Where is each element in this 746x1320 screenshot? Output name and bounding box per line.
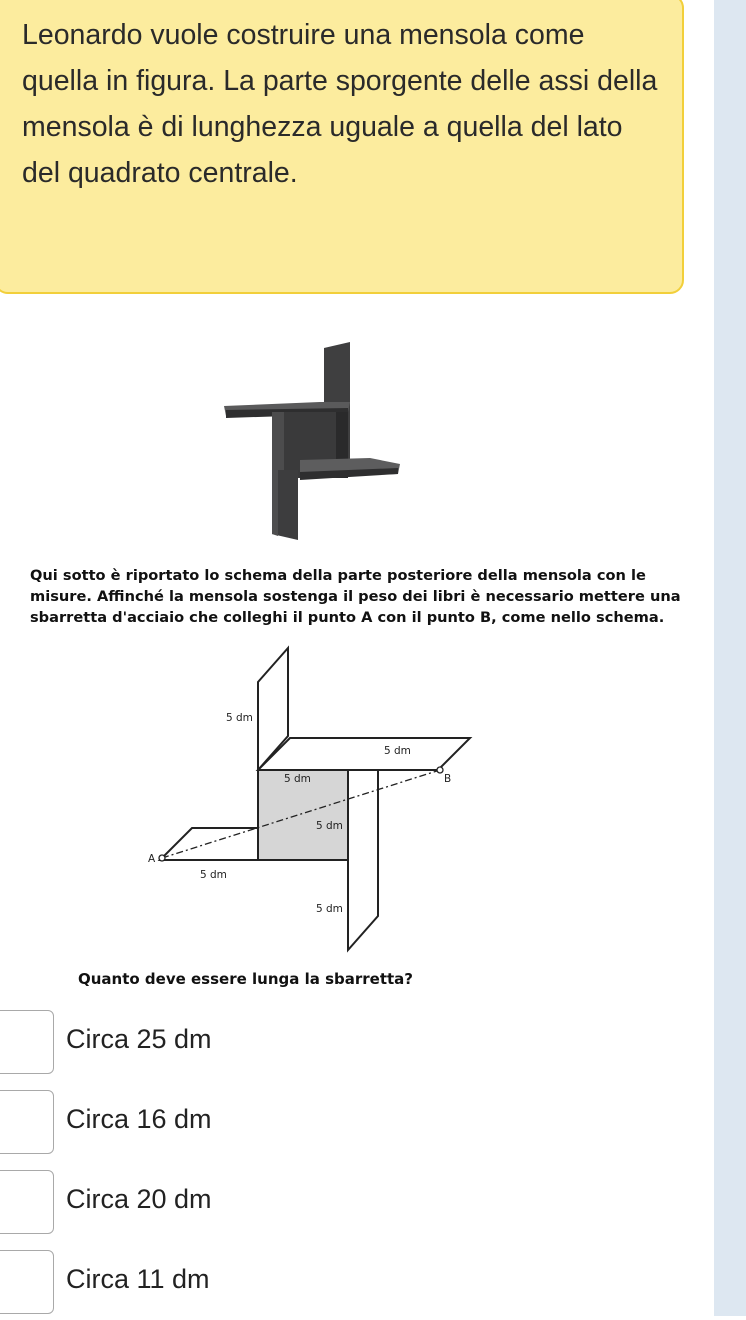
bottom-board	[348, 770, 378, 950]
checkbox[interactable]	[0, 1250, 54, 1314]
answer-option-3[interactable]	[0, 1170, 710, 1240]
answer-option-1[interactable]	[0, 1010, 710, 1080]
prompt-box	[0, 0, 684, 294]
shelf-photo	[200, 340, 410, 545]
option-label: Circa 25 dm	[66, 1024, 212, 1054]
right-side-strip	[714, 0, 746, 1316]
question-text: Quanto deve essere lunga la sbarretta?	[78, 970, 413, 988]
checkbox[interactable]	[0, 1170, 54, 1234]
option-label: Circa 11 dm	[66, 1264, 210, 1294]
label-top: 5 dm	[226, 712, 253, 724]
label-left-bottom: 5 dm	[200, 869, 227, 881]
checkbox[interactable]	[0, 1090, 54, 1154]
option-label: Circa 20 dm	[66, 1184, 212, 1214]
label-top-right: 5 dm	[384, 745, 411, 757]
label-square-top: 5 dm	[284, 773, 311, 785]
prompt-text: Leonardo vuole costruire una mensola come quella in figura. La parte sporgente delle assi della mensola è di lunghezza uguale a quella del lato del quadrato centrale.	[22, 19, 658, 189]
schema-caption: Qui sotto è riportato lo schema della parte posteriore della mensola con le misure. Affinché la mensola sostenga il peso dei libri è necessario mettere una sbarretta d'acciaio che colleghi il punto A con il punto B, come nello schema.	[30, 567, 681, 626]
label-bottom: 5 dm	[316, 903, 343, 915]
label-square-right: 5 dm	[316, 820, 343, 832]
top-board	[258, 648, 288, 770]
option-label: Circa 16 dm	[66, 1104, 212, 1134]
schema-diagram	[130, 642, 490, 954]
answer-option-2[interactable]	[0, 1090, 710, 1160]
answer-option-4[interactable]	[0, 1250, 710, 1320]
right-plank	[258, 738, 470, 770]
point-b-marker	[437, 767, 443, 773]
checkbox[interactable]	[0, 1010, 54, 1074]
point-a-marker	[159, 855, 165, 861]
label-point-a: A	[148, 853, 156, 865]
label-point-b: B	[444, 773, 452, 785]
